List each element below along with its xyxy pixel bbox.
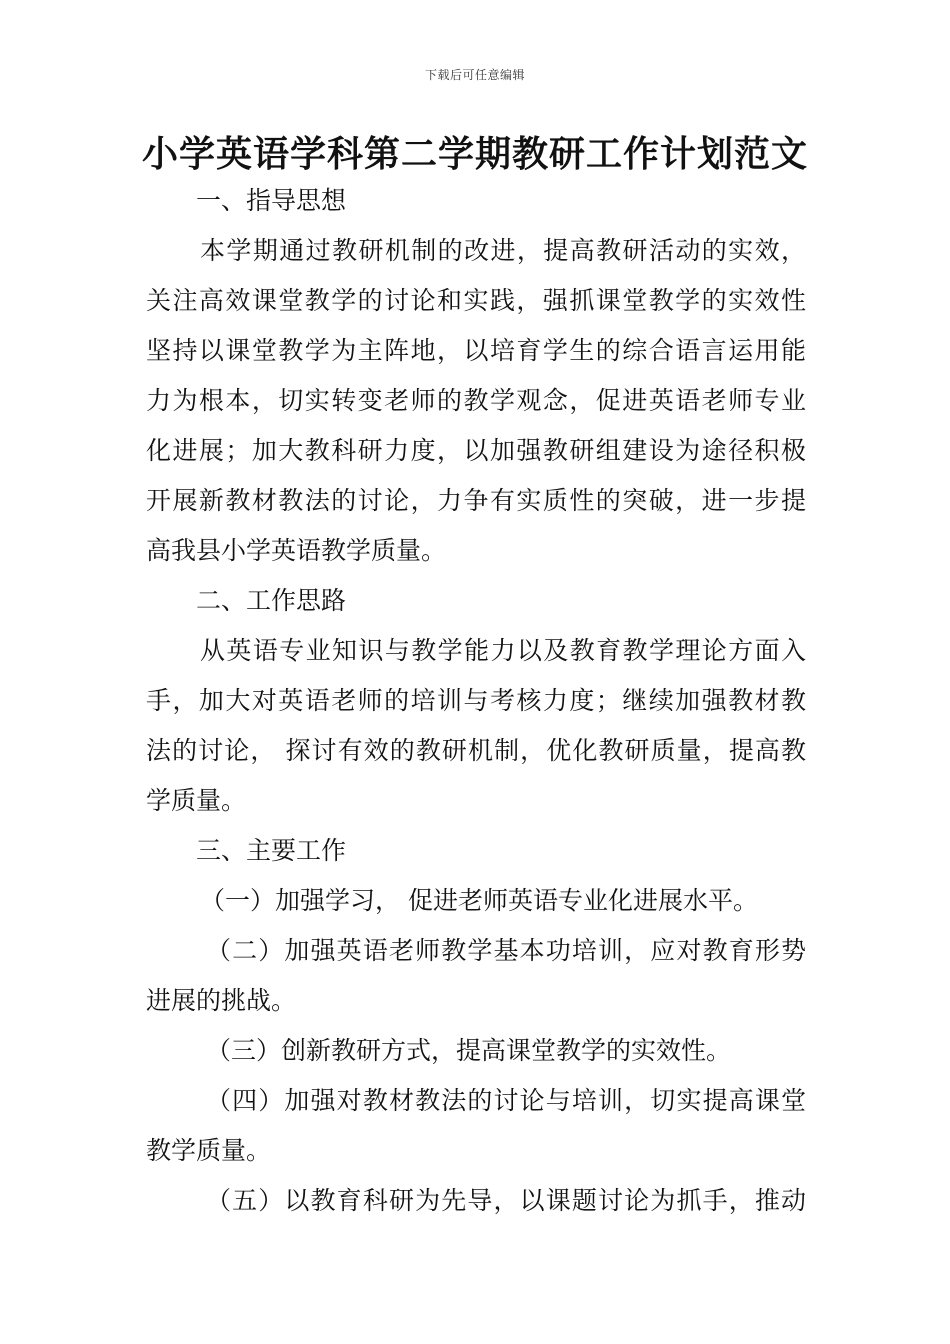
paragraph-line: 开展新教材教法的讨论，力争有实质性的突破，进一步提 bbox=[146, 486, 806, 515]
list-item-4: （四）加强对教材教法的讨论与培训，切实提高课堂 bbox=[206, 1086, 806, 1115]
paragraph-line: 本学期通过教研机制的改进，提高教研活动的实效， bbox=[200, 236, 806, 265]
paragraph-line: 学质量。 bbox=[146, 786, 247, 815]
paragraph-line: 手，加大对英语老师的培训与考核力度；继续加强教材教 bbox=[146, 686, 806, 715]
document-body bbox=[146, 176, 806, 1226]
list-item-1: （一）加强学习， 促进老师英语专业化进展水平。 bbox=[200, 886, 758, 915]
section-heading-2: 二、工作思路 bbox=[196, 586, 347, 615]
paragraph-line: 关注高效课堂教学的讨论和实践，强抓课堂教学的实效性 bbox=[146, 286, 806, 315]
list-item-5: （五）以教育科研为先导，以课题讨论为抓手，推动 bbox=[206, 1186, 806, 1215]
paragraph-line: 法的讨论， 探讨有效的教研机制，优化教研质量，提高教 bbox=[146, 736, 806, 765]
list-item-2-cont: 进展的挑战。 bbox=[146, 986, 297, 1015]
paragraph-line: 力为根本，切实转变老师的教学观念，促进英语老师专业 bbox=[146, 386, 806, 415]
header-note: 下载后可任意编辑 bbox=[424, 68, 525, 82]
list-item-3: （三）创新教研方式，提高课堂教学的实效性。 bbox=[206, 1036, 732, 1065]
paragraph-line: 从英语专业知识与教学能力以及教育教学理论方面入 bbox=[200, 636, 806, 665]
paragraph-line: 高我县小学英语教学质量。 bbox=[146, 536, 447, 565]
list-item-2: （二）加强英语老师教学基本功培训，应对教育形势 bbox=[206, 936, 806, 965]
paragraph-line: 化进展；加大教科研力度，以加强教研组建设为途径积极 bbox=[146, 436, 806, 465]
document-title: 小学英语学科第二学期教研工作计划范文 bbox=[141, 134, 808, 175]
list-item-4-cont: 教学质量。 bbox=[146, 1136, 272, 1165]
section-heading-3: 三、主要工作 bbox=[196, 836, 347, 865]
paragraph-line: 坚持以课堂教学为主阵地，以培育学生的综合语言运用能 bbox=[146, 336, 806, 365]
section-heading-1: 一、指导思想 bbox=[196, 186, 347, 215]
